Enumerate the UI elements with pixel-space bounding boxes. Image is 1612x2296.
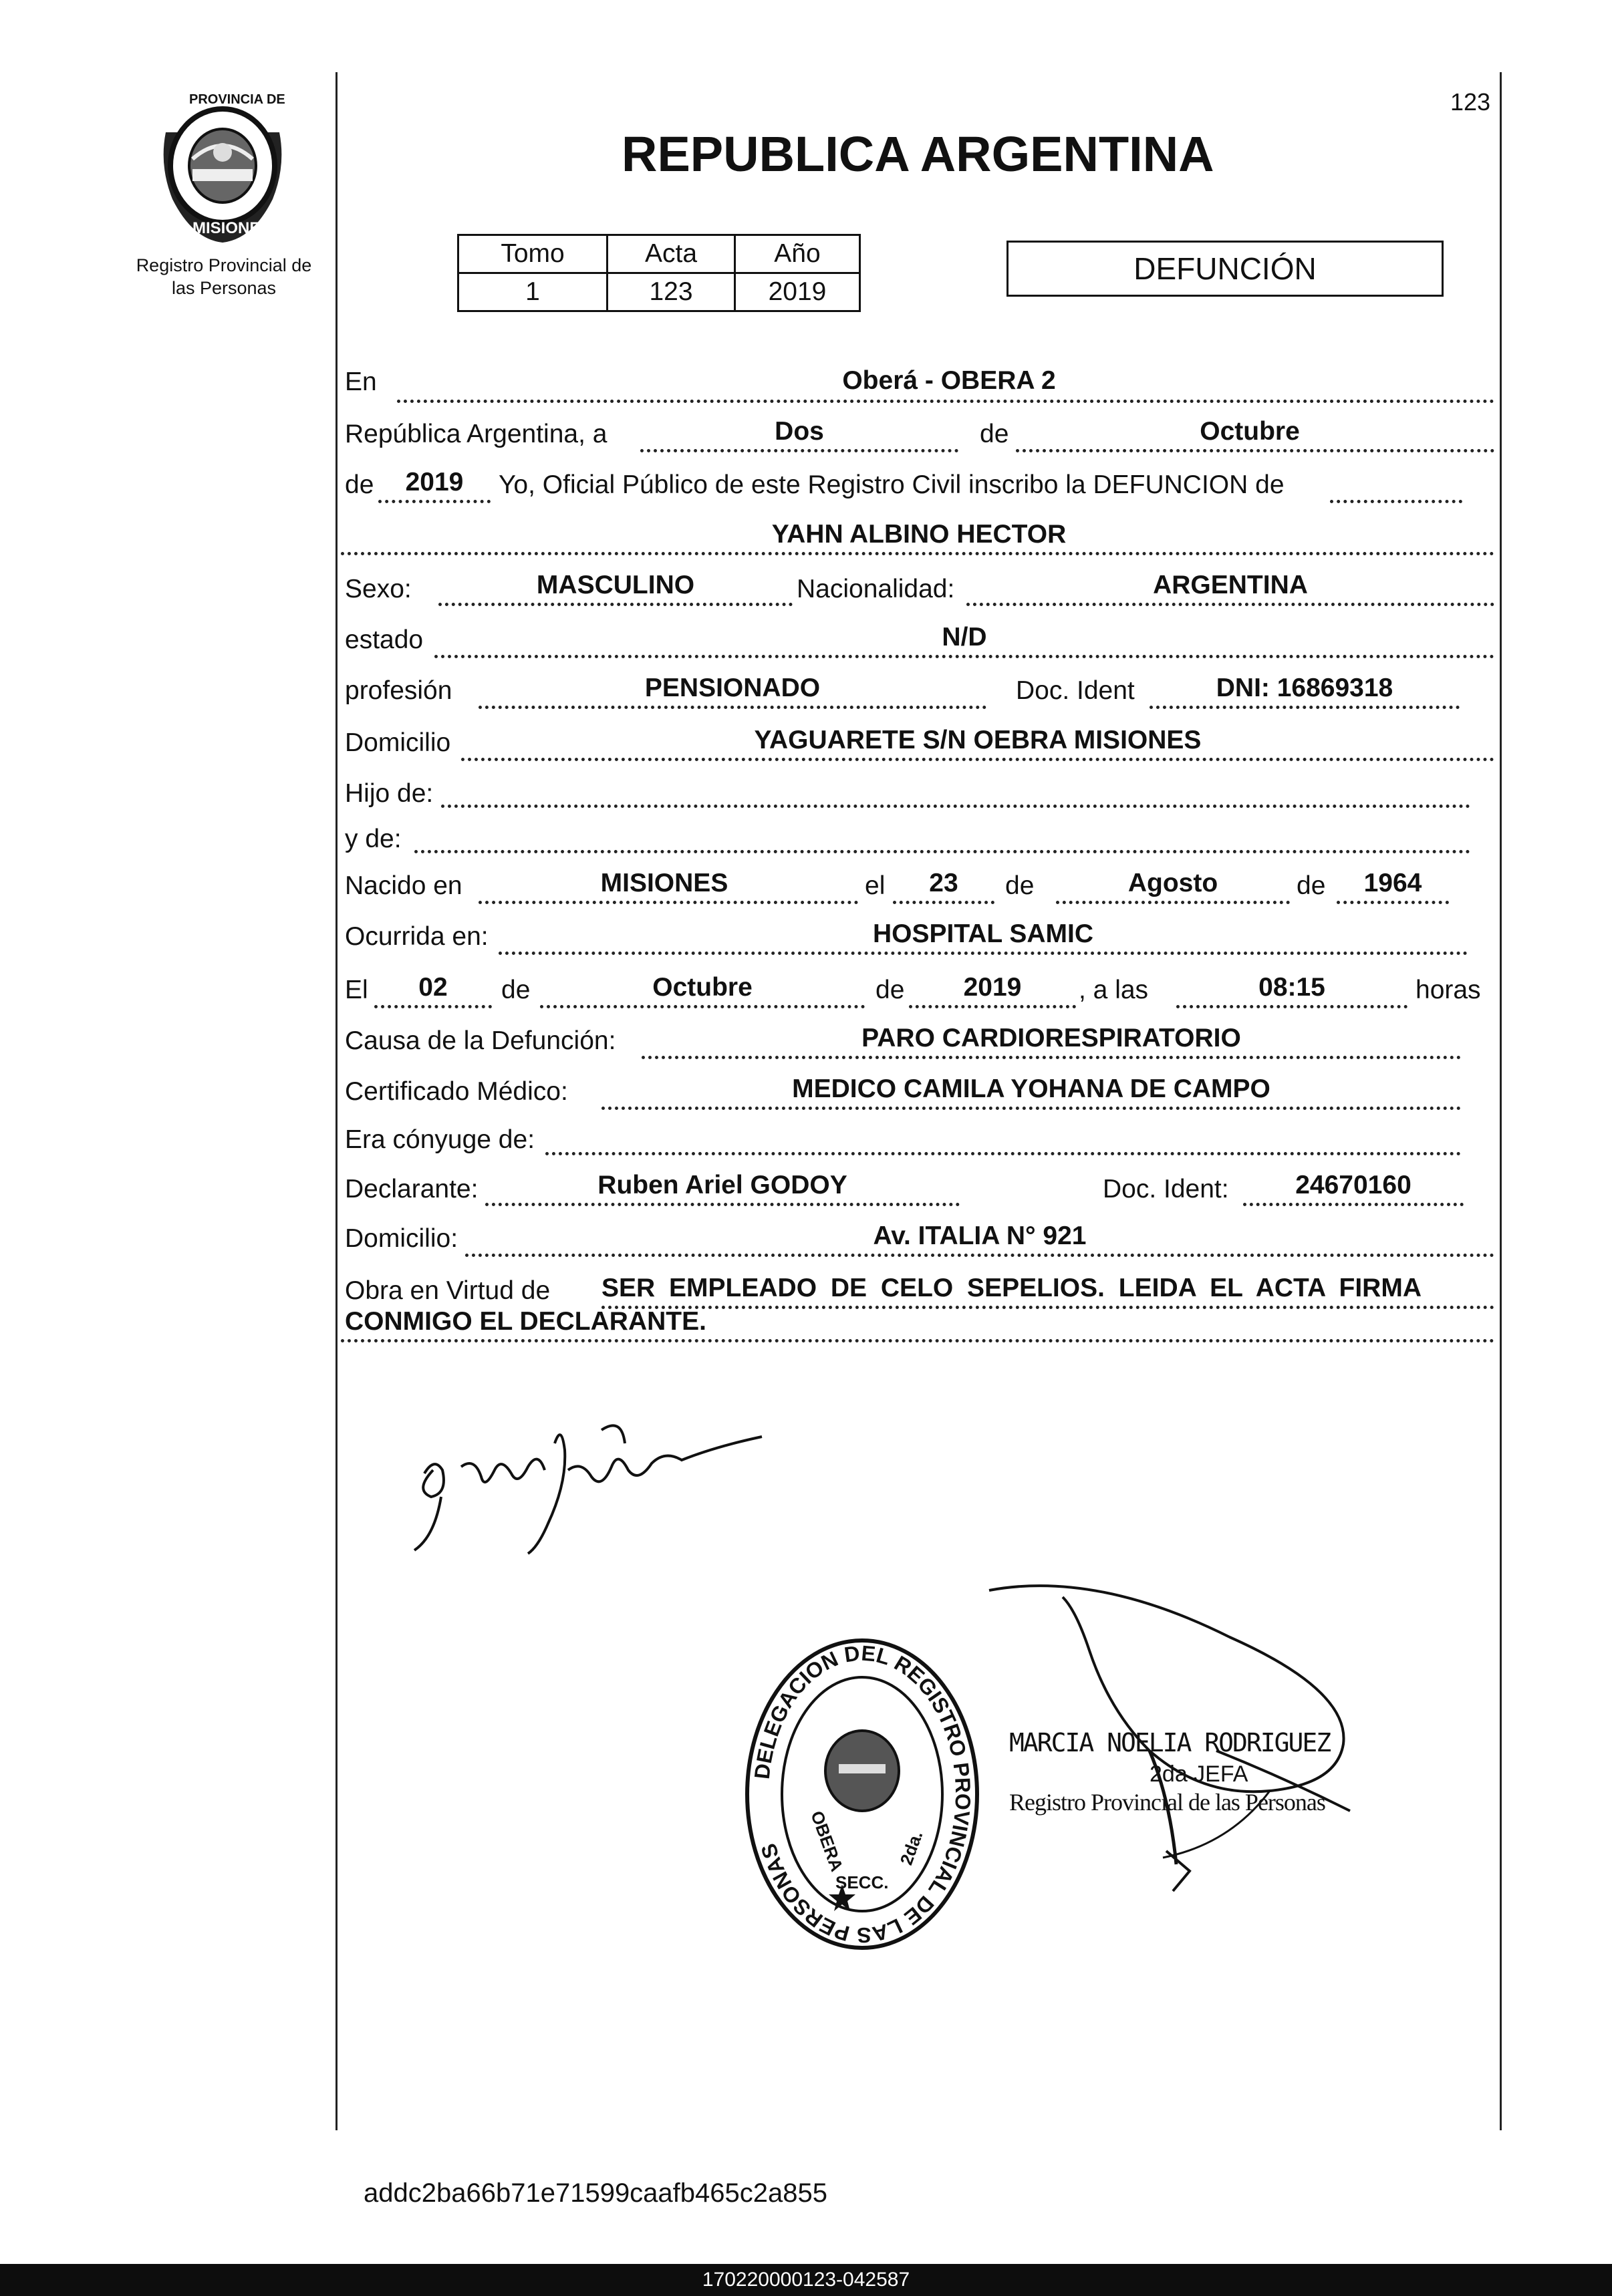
domicilio-value: YAGUARETE S/N OEBRA MISIONES	[754, 726, 1202, 754]
stamp-office: OBERA	[807, 1808, 847, 1874]
nacido-en-dots	[479, 901, 858, 904]
ocurrida-en-value: HOSPITAL SAMIC	[872, 919, 1094, 948]
tomo-header: Tomo	[458, 235, 608, 273]
anio-header: Año	[735, 235, 860, 273]
birth-day-value: 23	[929, 869, 958, 897]
profesion-label: profesión	[345, 676, 452, 705]
tomo-value: 1	[458, 273, 608, 311]
obra-line2: CONMIGO EL DECLARANTE.	[345, 1307, 706, 1336]
document-title: REPUBLICA ARGENTINA	[622, 126, 1214, 182]
provincial-seal	[152, 86, 293, 246]
doc-ident-label: Doc. Ident	[1016, 676, 1135, 705]
day-text-dots	[640, 449, 958, 452]
declarante-value: Ruben Ariel GODOY	[597, 1171, 847, 1199]
official-title: 2da JEFA	[1150, 1761, 1248, 1787]
page-number: 123	[1450, 88, 1491, 116]
el-label: el	[865, 871, 886, 900]
obra-line1: SER EMPLEADO DE CELO SEPELIOS. LEIDA EL ACTA FIRMA	[601, 1274, 1422, 1302]
obra-label: Obra en Virtud de	[345, 1276, 551, 1305]
estado-value: N/D	[942, 623, 987, 652]
certificado-dots	[601, 1107, 1461, 1110]
domicilio-label: Domicilio	[345, 728, 451, 757]
de-label-3: de	[1005, 871, 1035, 900]
month-text-dots	[1016, 449, 1494, 452]
profesion-dots	[479, 706, 986, 709]
record-table	[457, 234, 861, 312]
obra-line2-dots	[341, 1339, 1494, 1342]
sexo-label: Sexo:	[345, 575, 412, 603]
official-name: MARCIA NOELIA RODRIGUEZ	[1009, 1728, 1331, 1757]
sexo-dots	[438, 603, 793, 606]
ocurrida-en-dots	[499, 952, 1468, 955]
birth-year-dots	[1337, 901, 1449, 904]
right-margin-line	[1500, 72, 1502, 2130]
death-day-value: 02	[418, 973, 448, 1002]
birth-year-value: 1964	[1363, 869, 1422, 897]
hijo-dots	[441, 805, 1470, 808]
death-time-value: 08:15	[1258, 973, 1325, 1002]
republica-label: República Argentina, a	[345, 420, 608, 448]
acta-value: 123	[608, 273, 735, 311]
seal-text-bottom: MISIONES	[192, 219, 271, 237]
document-hash: addc2ba66b71e71599caafb465c2a855	[364, 2178, 828, 2208]
en-label: En	[345, 368, 377, 396]
place-dots	[397, 400, 1494, 403]
de-label-6: de	[876, 976, 905, 1004]
domicilio2-value: Av. ITALIA N° 921	[873, 1222, 1087, 1250]
estado-dots	[434, 655, 1494, 658]
yde-dots	[414, 850, 1470, 853]
registry-caption	[127, 254, 321, 299]
deceased-name-dots	[341, 552, 1494, 555]
declarant-signature	[401, 1403, 775, 1564]
anio-value: 2019	[735, 273, 860, 311]
domicilio-dots	[461, 758, 1494, 761]
causa-value: PARO CARDIORESPIRATORIO	[861, 1024, 1241, 1052]
declarante-dots	[485, 1203, 960, 1206]
stamp-seccion: SECC.	[835, 1872, 889, 1892]
acta-header: Acta	[608, 235, 735, 273]
de-label-1: de	[980, 420, 1009, 448]
domicilio2-label: Domicilio:	[345, 1224, 458, 1253]
El-label: El	[345, 976, 368, 1004]
official-signature	[949, 1577, 1363, 1924]
de-label-4: de	[1297, 871, 1326, 900]
certificado-value: MEDICO CAMILA YOHANA DE CAMPO	[792, 1074, 1270, 1103]
sexo-value: MASCULINO	[536, 571, 695, 599]
nacionalidad-value: ARGENTINA	[1153, 571, 1308, 599]
de-label-2: de	[345, 470, 374, 499]
year-dots	[378, 500, 491, 503]
death-month-value: Octubre	[652, 973, 753, 1002]
death-time-dots	[1176, 1005, 1407, 1008]
doc-ident2-value: 24670160	[1295, 1171, 1412, 1199]
domicilio2-dots	[465, 1254, 1494, 1257]
seal-text-top: PROVINCIA DE	[189, 92, 285, 107]
doc-ident2-label: Doc. Ident:	[1103, 1175, 1229, 1203]
stamp-ring-text: DELEGACION DEL REGISTRO PROVINCIAL DE LAS PERSONAS	[749, 1640, 976, 1948]
death-month-dots	[540, 1005, 865, 1008]
oficial-text: Yo, Oficial Público de este Registro Civil inscribo la DEFUNCION de	[499, 470, 1285, 499]
death-day-dots	[374, 1005, 492, 1008]
registry-caption-line2: las Personas	[171, 278, 277, 298]
death-year-value: 2019	[963, 973, 1022, 1002]
act-type-box	[1006, 241, 1444, 297]
day-text-value: Dos	[775, 417, 824, 446]
birth-month-value: Agosto	[1127, 869, 1218, 897]
birth-day-dots	[893, 901, 994, 904]
barcode-strip	[0, 2264, 1612, 2296]
left-margin-line	[335, 72, 338, 2130]
doc-ident-dots	[1150, 706, 1460, 709]
registry-caption-line1: Registro Provincial de	[136, 255, 312, 275]
profesion-value: PENSIONADO	[644, 674, 821, 702]
death-year-dots	[909, 1005, 1076, 1008]
conyuge-dots	[545, 1152, 1461, 1155]
nacionalidad-label: Nacionalidad:	[797, 575, 955, 603]
act-type: DEFUNCIÓN	[1133, 251, 1317, 286]
de-label-5: de	[501, 976, 531, 1004]
place-value: Oberá - OBERA 2	[842, 366, 1056, 395]
deceased-name: YAHN ALBINO HECTOR	[771, 520, 1067, 549]
stamp-section: 2da.	[896, 1828, 927, 1868]
causa-dots	[642, 1056, 1461, 1059]
hijo-label: Hijo de:	[345, 779, 434, 808]
official-org: Registro Provincial de las Personas	[1009, 1789, 1325, 1816]
estado-label: estado	[345, 625, 424, 654]
year-value: 2019	[405, 468, 464, 496]
yde-label: y de:	[345, 825, 402, 853]
conyuge-label: Era cónyuge de:	[345, 1125, 535, 1154]
ocurrida-label: Ocurrida en:	[345, 922, 489, 951]
nacionalidad-dots	[966, 603, 1494, 606]
month-text-value: Octubre	[1200, 417, 1300, 446]
barcode-id: 170220000123-042587	[702, 2269, 910, 2291]
horas-label: horas	[1416, 976, 1481, 1004]
birth-month-dots	[1056, 901, 1290, 904]
certificado-label: Certificado Médico:	[345, 1077, 568, 1106]
doc-ident-value: DNI: 16869318	[1216, 674, 1393, 702]
doc-ident2-dots	[1243, 1203, 1464, 1206]
obra-line1-dots	[601, 1306, 1494, 1309]
oficial-dots	[1330, 500, 1462, 503]
nacido-en-value: MISIONES	[600, 869, 728, 897]
alas-label: , a las	[1079, 976, 1149, 1004]
declarante-label: Declarante:	[345, 1175, 479, 1203]
nacido-label: Nacido en	[345, 871, 462, 900]
causa-label: Causa de la Defunción:	[345, 1026, 616, 1055]
